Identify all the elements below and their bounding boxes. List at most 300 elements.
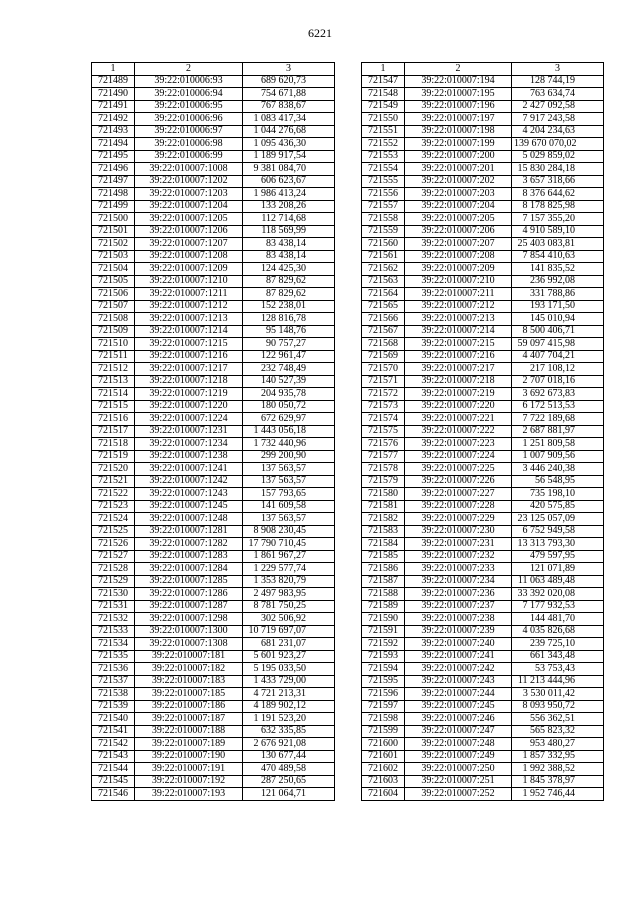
table-row	[92, 175, 335, 188]
value-cell: 121 064,71	[243, 788, 335, 801]
value-cell: 2 707 018,16	[512, 375, 604, 388]
row-number-cell: 721564	[362, 288, 405, 301]
table-row	[362, 488, 604, 501]
value-cell: 15 830 284,18	[512, 163, 604, 176]
value-cell: 128 744,19	[512, 75, 604, 88]
cadastral-number-cell: 39:22:010007:204	[405, 200, 512, 213]
table-row	[92, 725, 335, 738]
table-row	[362, 175, 604, 188]
table-row	[92, 650, 335, 663]
value-cell: 59 097 415,98	[512, 338, 604, 351]
value-cell: 23 125 057,09	[512, 513, 604, 526]
table-row	[362, 500, 604, 513]
row-number-cell: 721582	[362, 513, 405, 526]
row-number-cell: 721591	[362, 625, 405, 638]
row-number-cell: 721532	[92, 613, 135, 626]
row-number-cell: 721494	[92, 138, 135, 151]
table-row	[362, 538, 604, 551]
cadastral-number-cell: 39:22:010007:1214	[135, 325, 243, 338]
table-row	[92, 75, 335, 88]
cadastral-number-cell: 39:22:010006:95	[135, 100, 243, 113]
row-number-cell: 721490	[92, 88, 135, 101]
row-number-cell: 721556	[362, 188, 405, 201]
table-row	[362, 725, 604, 738]
value-cell: 9 381 084,70	[243, 163, 335, 176]
cadastral-number-cell: 39:22:010007:1282	[135, 538, 243, 551]
table-row	[362, 713, 604, 726]
cadastral-number-cell: 39:22:010007:230	[405, 525, 512, 538]
cadastral-number-cell: 39:22:010007:201	[405, 163, 512, 176]
table-row	[92, 125, 335, 138]
table-row	[362, 638, 604, 651]
row-number-cell: 721604	[362, 788, 405, 801]
row-number-cell: 721510	[92, 338, 135, 351]
row-number-cell: 721492	[92, 113, 135, 126]
value-cell: 672 629,97	[243, 413, 335, 426]
table-row	[92, 300, 335, 313]
table-row	[362, 525, 604, 538]
table-row	[362, 325, 604, 338]
table-header-row	[92, 63, 335, 76]
row-number-cell: 721508	[92, 313, 135, 326]
cadastral-number-cell: 39:22:010007:182	[135, 663, 243, 676]
table-header-row	[362, 63, 604, 76]
value-cell: 6 172 513,53	[512, 400, 604, 413]
value-cell: 7 854 410,63	[512, 250, 604, 263]
value-cell: 56 548,95	[512, 475, 604, 488]
cadastral-number-cell: 39:22:010007:227	[405, 488, 512, 501]
table-row	[92, 750, 335, 763]
cadastral-number-cell: 39:22:010007:186	[135, 700, 243, 713]
cadastral-number-cell: 39:22:010007:210	[405, 275, 512, 288]
cadastral-number-cell: 39:22:010007:249	[405, 750, 512, 763]
table-row	[92, 100, 335, 113]
value-cell: 144 481,70	[512, 613, 604, 626]
table-row	[362, 550, 604, 563]
cadastral-number-cell: 39:22:010007:1241	[135, 463, 243, 476]
table-row	[362, 438, 604, 451]
value-cell: 556 362,51	[512, 713, 604, 726]
table-row	[362, 75, 604, 88]
value-cell: 7 722 189,68	[512, 413, 604, 426]
value-cell: 5 029 859,02	[512, 150, 604, 163]
value-cell: 139 670 070,02	[512, 138, 604, 151]
table-row	[362, 575, 604, 588]
column-header-1: 1	[92, 63, 135, 76]
row-number-cell: 721527	[92, 550, 135, 563]
table-row	[92, 625, 335, 638]
table-row	[362, 250, 604, 263]
cadastral-number-cell: 39:22:010007:1207	[135, 238, 243, 251]
row-number-cell: 721549	[362, 100, 405, 113]
cadastral-number-cell: 39:22:010007:1300	[135, 625, 243, 638]
table-row	[92, 163, 335, 176]
cadastral-number-cell: 39:22:010007:1203	[135, 188, 243, 201]
row-number-cell: 721574	[362, 413, 405, 426]
value-cell: 130 677,44	[243, 750, 335, 763]
value-cell: 124 425,30	[243, 263, 335, 276]
value-cell: 299 200,90	[243, 450, 335, 463]
cadastral-number-cell: 39:22:010007:187	[135, 713, 243, 726]
row-number-cell: 721540	[92, 713, 135, 726]
table-row	[362, 88, 604, 101]
table-row	[362, 600, 604, 613]
value-cell: 137 563,57	[243, 463, 335, 476]
table-row	[362, 313, 604, 326]
value-cell: 133 208,26	[243, 200, 335, 213]
row-number-cell: 721597	[362, 700, 405, 713]
value-cell: 302 506,92	[243, 613, 335, 626]
table-row	[92, 563, 335, 576]
row-number-cell: 721542	[92, 738, 135, 751]
value-cell: 689 620,73	[243, 75, 335, 88]
value-cell: 1 251 809,58	[512, 438, 604, 451]
table-row	[362, 663, 604, 676]
cadastral-number-cell: 39:22:010007:1219	[135, 388, 243, 401]
value-cell: 2 687 881,97	[512, 425, 604, 438]
table-row	[92, 613, 335, 626]
table-row	[92, 488, 335, 501]
row-number-cell: 721528	[92, 563, 135, 576]
table-row	[362, 350, 604, 363]
row-number-cell: 721503	[92, 250, 135, 263]
value-cell: 87 829,62	[243, 288, 335, 301]
row-number-cell: 721501	[92, 225, 135, 238]
row-number-cell: 721505	[92, 275, 135, 288]
value-cell: 8 908 230,45	[243, 525, 335, 538]
row-number-cell: 721547	[362, 75, 405, 88]
table-row	[362, 463, 604, 476]
table-row	[92, 400, 335, 413]
value-cell: 239 725,10	[512, 638, 604, 651]
row-number-cell: 721601	[362, 750, 405, 763]
table-row	[362, 113, 604, 126]
table-row	[92, 113, 335, 126]
row-number-cell: 721533	[92, 625, 135, 638]
row-number-cell: 721585	[362, 550, 405, 563]
cadastral-number-cell: 39:22:010007:1212	[135, 300, 243, 313]
cadastral-number-cell: 39:22:010007:1213	[135, 313, 243, 326]
row-number-cell: 721538	[92, 688, 135, 701]
cadastral-number-cell: 39:22:010007:240	[405, 638, 512, 651]
table-row	[362, 288, 604, 301]
table-row	[92, 438, 335, 451]
table-row	[362, 225, 604, 238]
row-number-cell: 721565	[362, 300, 405, 313]
table-row	[92, 550, 335, 563]
table-row	[362, 400, 604, 413]
table-row	[92, 538, 335, 551]
cadastral-number-cell: 39:22:010007:1206	[135, 225, 243, 238]
cadastral-number-cell: 39:22:010007:1008	[135, 163, 243, 176]
value-cell: 236 992,08	[512, 275, 604, 288]
table-row	[362, 200, 604, 213]
table-row	[92, 525, 335, 538]
row-number-cell: 721514	[92, 388, 135, 401]
cadastral-number-cell: 39:22:010007:205	[405, 213, 512, 226]
row-number-cell: 721511	[92, 350, 135, 363]
table-row	[362, 138, 604, 151]
value-cell: 33 392 020,08	[512, 588, 604, 601]
value-cell: 204 935,78	[243, 388, 335, 401]
table-row	[362, 388, 604, 401]
row-number-cell: 721577	[362, 450, 405, 463]
table-row	[362, 125, 604, 138]
row-number-cell: 721569	[362, 350, 405, 363]
row-number-cell: 721525	[92, 525, 135, 538]
cadastral-number-cell: 39:22:010007:194	[405, 75, 512, 88]
table-row	[362, 213, 604, 226]
cadastral-number-cell: 39:22:010007:188	[135, 725, 243, 738]
row-number-cell: 721584	[362, 538, 405, 551]
value-cell: 1 007 909,56	[512, 450, 604, 463]
cadastral-number-cell: 39:22:010007:1285	[135, 575, 243, 588]
cadastral-number-cell: 39:22:010007:1205	[135, 213, 243, 226]
row-number-cell: 721589	[362, 600, 405, 613]
row-number-cell: 721518	[92, 438, 135, 451]
row-number-cell: 721567	[362, 325, 405, 338]
table-row	[362, 425, 604, 438]
cadastral-number-cell: 39:22:010007:241	[405, 650, 512, 663]
table-row	[92, 225, 335, 238]
table-row	[362, 613, 604, 626]
cadastral-number-cell: 39:22:010007:200	[405, 150, 512, 163]
cadastral-number-cell: 39:22:010007:242	[405, 663, 512, 676]
cadastral-number-cell: 39:22:010007:220	[405, 400, 512, 413]
value-cell: 632 335,85	[243, 725, 335, 738]
cadastral-number-cell: 39:22:010007:199	[405, 138, 512, 151]
value-cell: 145 010,94	[512, 313, 604, 326]
cadastral-number-cell: 39:22:010007:196	[405, 100, 512, 113]
table-row	[92, 138, 335, 151]
row-number-cell: 721578	[362, 463, 405, 476]
row-number-cell: 721551	[362, 125, 405, 138]
table-row	[362, 450, 604, 463]
table-row	[92, 325, 335, 338]
row-number-cell: 721493	[92, 125, 135, 138]
row-number-cell: 721524	[92, 513, 135, 526]
row-number-cell: 721568	[362, 338, 405, 351]
cadastral-number-cell: 39:22:010007:197	[405, 113, 512, 126]
row-number-cell: 721600	[362, 738, 405, 751]
cadastral-number-cell: 39:22:010007:1248	[135, 513, 243, 526]
table-row	[92, 700, 335, 713]
value-cell: 53 753,43	[512, 663, 604, 676]
cadastral-number-cell: 39:22:010007:195	[405, 88, 512, 101]
row-number-cell: 721521	[92, 475, 135, 488]
left-table	[91, 62, 335, 801]
row-number-cell: 721554	[362, 163, 405, 176]
cadastral-number-cell: 39:22:010007:243	[405, 675, 512, 688]
value-cell: 83 438,14	[243, 238, 335, 251]
table-row	[92, 775, 335, 788]
row-number-cell: 721520	[92, 463, 135, 476]
cadastral-number-cell: 39:22:010007:224	[405, 450, 512, 463]
table-row	[362, 650, 604, 663]
column-header-2: 2	[135, 63, 243, 76]
table-row	[362, 788, 604, 801]
cadastral-number-cell: 39:22:010007:223	[405, 438, 512, 451]
cadastral-number-cell: 39:22:010007:217	[405, 363, 512, 376]
row-number-cell: 721531	[92, 600, 135, 613]
table-row	[362, 363, 604, 376]
cadastral-number-cell: 39:22:010007:216	[405, 350, 512, 363]
row-number-cell: 721506	[92, 288, 135, 301]
table-row	[362, 513, 604, 526]
row-number-cell: 721534	[92, 638, 135, 651]
cadastral-number-cell: 39:22:010007:234	[405, 575, 512, 588]
cadastral-number-cell: 39:22:010007:208	[405, 250, 512, 263]
cadastral-number-cell: 39:22:010007:233	[405, 563, 512, 576]
row-number-cell: 721536	[92, 663, 135, 676]
cadastral-number-cell: 39:22:010007:246	[405, 713, 512, 726]
cadastral-number-cell: 39:22:010007:252	[405, 788, 512, 801]
table-row	[92, 638, 335, 651]
table-row	[92, 513, 335, 526]
row-number-cell: 721502	[92, 238, 135, 251]
row-number-cell: 721539	[92, 700, 135, 713]
row-number-cell: 721504	[92, 263, 135, 276]
row-number-cell: 721498	[92, 188, 135, 201]
value-cell: 1 083 417,34	[243, 113, 335, 126]
value-cell: 10 719 697,07	[243, 625, 335, 638]
value-cell: 3 530 011,42	[512, 688, 604, 701]
row-number-cell: 721559	[362, 225, 405, 238]
row-number-cell: 721592	[362, 638, 405, 651]
value-cell: 193 171,50	[512, 300, 604, 313]
cadastral-number-cell: 39:22:010007:245	[405, 700, 512, 713]
cadastral-number-cell: 39:22:010007:251	[405, 775, 512, 788]
table-row	[362, 375, 604, 388]
row-number-cell: 721530	[92, 588, 135, 601]
table-row	[92, 350, 335, 363]
row-number-cell: 721599	[362, 725, 405, 738]
row-number-cell: 721526	[92, 538, 135, 551]
row-number-cell: 721507	[92, 300, 135, 313]
page-number: 6221	[308, 26, 332, 40]
table-row	[92, 475, 335, 488]
value-cell: 1 952 746,44	[512, 788, 604, 801]
row-number-cell: 721548	[362, 88, 405, 101]
table-row	[362, 700, 604, 713]
row-number-cell: 721588	[362, 588, 405, 601]
cadastral-number-cell: 39:22:010006:98	[135, 138, 243, 151]
table-row	[362, 688, 604, 701]
value-cell: 661 343,48	[512, 650, 604, 663]
value-cell: 1 229 577,74	[243, 563, 335, 576]
row-number-cell: 721535	[92, 650, 135, 663]
value-cell: 3 692 673,83	[512, 388, 604, 401]
row-number-cell: 721500	[92, 213, 135, 226]
value-cell: 1 992 388,52	[512, 763, 604, 776]
row-number-cell: 721563	[362, 275, 405, 288]
cadastral-number-cell: 39:22:010007:1210	[135, 275, 243, 288]
value-cell: 13 313 793,30	[512, 538, 604, 551]
cadastral-number-cell: 39:22:010007:228	[405, 500, 512, 513]
cadastral-number-cell: 39:22:010007:198	[405, 125, 512, 138]
value-cell: 128 816,78	[243, 313, 335, 326]
value-cell: 7 157 355,20	[512, 213, 604, 226]
table-row	[362, 238, 604, 251]
value-cell: 331 788,86	[512, 288, 604, 301]
row-number-cell: 721573	[362, 400, 405, 413]
row-number-cell: 721543	[92, 750, 135, 763]
table-row	[362, 750, 604, 763]
row-number-cell: 721593	[362, 650, 405, 663]
cadastral-number-cell: 39:22:010007:226	[405, 475, 512, 488]
table-row	[92, 575, 335, 588]
row-number-cell: 721515	[92, 400, 135, 413]
table-row	[92, 200, 335, 213]
table-row	[92, 588, 335, 601]
table-row	[92, 250, 335, 263]
value-cell: 1 443 056,18	[243, 425, 335, 438]
value-cell: 83 438,14	[243, 250, 335, 263]
cadastral-number-cell: 39:22:010007:215	[405, 338, 512, 351]
cadastral-number-cell: 39:22:010007:211	[405, 288, 512, 301]
row-number-cell: 721562	[362, 263, 405, 276]
table-row	[92, 313, 335, 326]
cadastral-number-cell: 39:22:010007:1216	[135, 350, 243, 363]
value-cell: 1 861 967,27	[243, 550, 335, 563]
row-number-cell: 721519	[92, 450, 135, 463]
row-number-cell: 721572	[362, 388, 405, 401]
row-number-cell: 721571	[362, 375, 405, 388]
value-cell: 112 714,68	[243, 213, 335, 226]
value-cell: 4 035 826,68	[512, 625, 604, 638]
table-row	[362, 738, 604, 751]
cadastral-number-cell: 39:22:010007:1286	[135, 588, 243, 601]
cadastral-number-cell: 39:22:010007:207	[405, 238, 512, 251]
cadastral-number-cell: 39:22:010007:238	[405, 613, 512, 626]
value-cell: 141 609,58	[243, 500, 335, 513]
row-number-cell: 721566	[362, 313, 405, 326]
value-cell: 157 793,65	[243, 488, 335, 501]
cadastral-number-cell: 39:22:010007:236	[405, 588, 512, 601]
table-row	[92, 763, 335, 776]
row-number-cell: 721575	[362, 425, 405, 438]
table-row	[92, 238, 335, 251]
row-number-cell: 721517	[92, 425, 135, 438]
cadastral-number-cell: 39:22:010007:231	[405, 538, 512, 551]
row-number-cell: 721587	[362, 575, 405, 588]
value-cell: 8 500 406,71	[512, 325, 604, 338]
table-row	[362, 588, 604, 601]
row-number-cell: 721594	[362, 663, 405, 676]
cadastral-number-cell: 39:22:010007:192	[135, 775, 243, 788]
value-cell: 4 910 589,10	[512, 225, 604, 238]
row-number-cell: 721522	[92, 488, 135, 501]
row-number-cell: 721537	[92, 675, 135, 688]
value-cell: 122 961,47	[243, 350, 335, 363]
row-number-cell: 721570	[362, 363, 405, 376]
cadastral-number-cell: 39:22:010007:214	[405, 325, 512, 338]
table-row	[92, 500, 335, 513]
cadastral-number-cell: 39:22:010007:1234	[135, 438, 243, 451]
value-cell: 217 108,12	[512, 363, 604, 376]
cadastral-number-cell: 39:22:010007:222	[405, 425, 512, 438]
row-number-cell: 721509	[92, 325, 135, 338]
value-cell: 1 986 413,24	[243, 188, 335, 201]
value-cell: 767 838,67	[243, 100, 335, 113]
row-number-cell: 721583	[362, 525, 405, 538]
cadastral-number-cell: 39:22:010006:96	[135, 113, 243, 126]
cadastral-number-cell: 39:22:010007:1204	[135, 200, 243, 213]
table-row	[92, 275, 335, 288]
cadastral-number-cell: 39:22:010007:1287	[135, 600, 243, 613]
table-row	[362, 275, 604, 288]
row-number-cell: 721495	[92, 150, 135, 163]
